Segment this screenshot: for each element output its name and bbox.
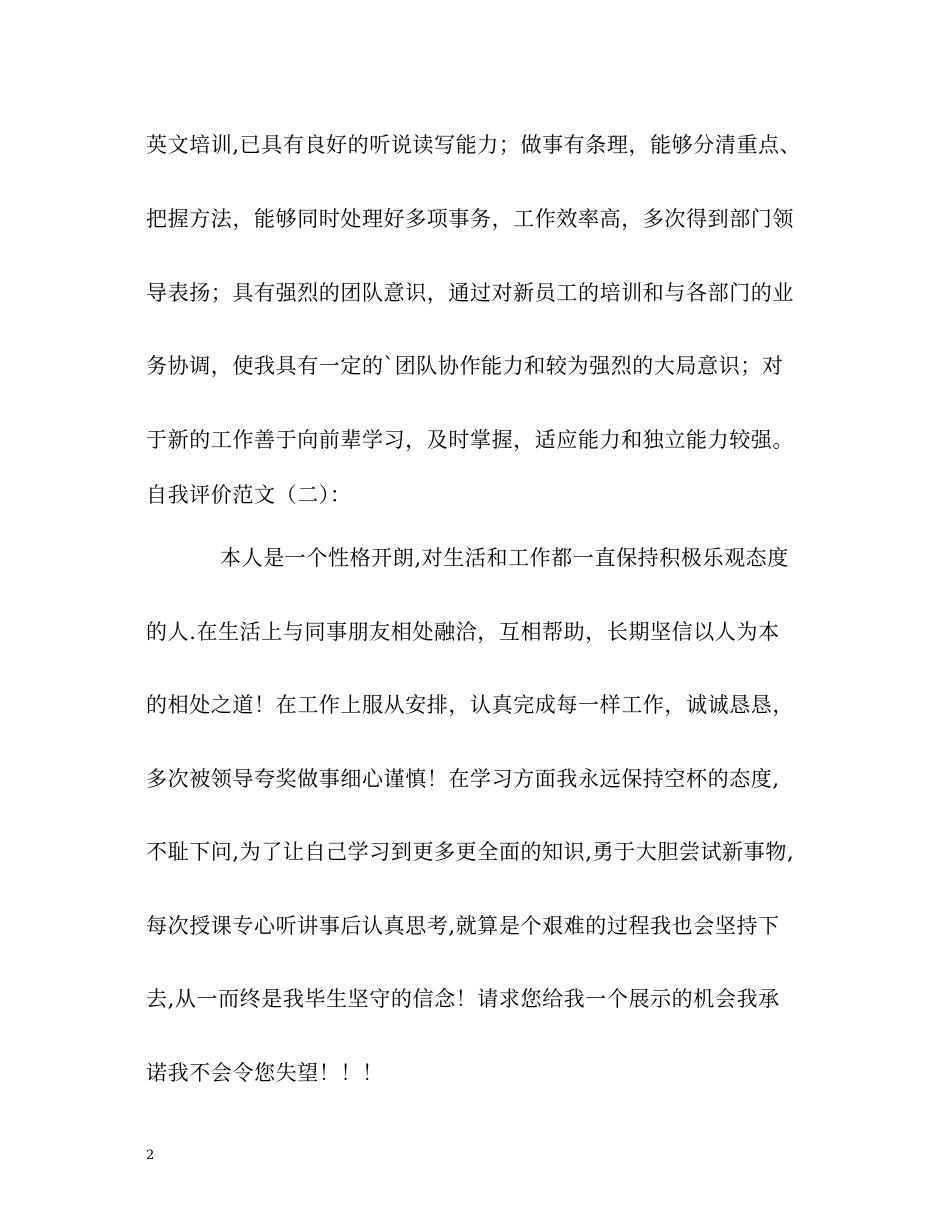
paragraph-line: 每次授课专心听讲事后认真思考,就算是个艰难的过程我也会坚持下 xyxy=(146,914,780,938)
paragraph-line: 多次被领导夸奖做事细心谨慎！在学习方面我永远保持空杯的态度, xyxy=(146,767,780,791)
section-heading: 自我评价范文（二）： xyxy=(146,483,352,507)
paragraph-line: 英文培训,已具有良好的听说读写能力；做事有条理，能够分清重点、 xyxy=(146,133,802,157)
paragraph-line: 于新的工作善于向前辈学习，及时掌握，适应能力和独立能力较强。 xyxy=(146,428,794,452)
paragraph-line: 诺我不会令您失望！！！ xyxy=(146,1061,384,1085)
paragraph-line: 的相处之道！在工作上服从安排，认真完成每一样工作，诚诚恳恳， xyxy=(146,693,794,717)
paragraph-line: 的人.在生活上与同事朋友相处融洽，互相帮助，长期坚信以人为本 xyxy=(146,620,780,644)
paragraph-line: 把握方法，能够同时处理好多项事务，工作效率高，多次得到部门领 xyxy=(146,207,794,231)
paragraph-line: 务协调，使我具有一定的`团队协作能力和较为强烈的大局意识；对 xyxy=(146,354,784,378)
paragraph-line: 不耻下问,为了让自己学习到更多更全面的知识,勇于大胆尝试新事物, xyxy=(146,840,795,864)
paragraph-line: 本人是一个性格开朗,对生活和工作都一直保持积极乐观态度 xyxy=(220,546,789,570)
paragraph-line: 去,从一而终是我毕生坚守的信念！请求您给我一个展示的机会我承 xyxy=(146,987,780,1011)
page-number: 2 xyxy=(146,1148,155,1163)
paragraph-line: 导表扬；具有强烈的团队意识，通过对新员工的培训和与各部门的业 xyxy=(146,281,794,305)
